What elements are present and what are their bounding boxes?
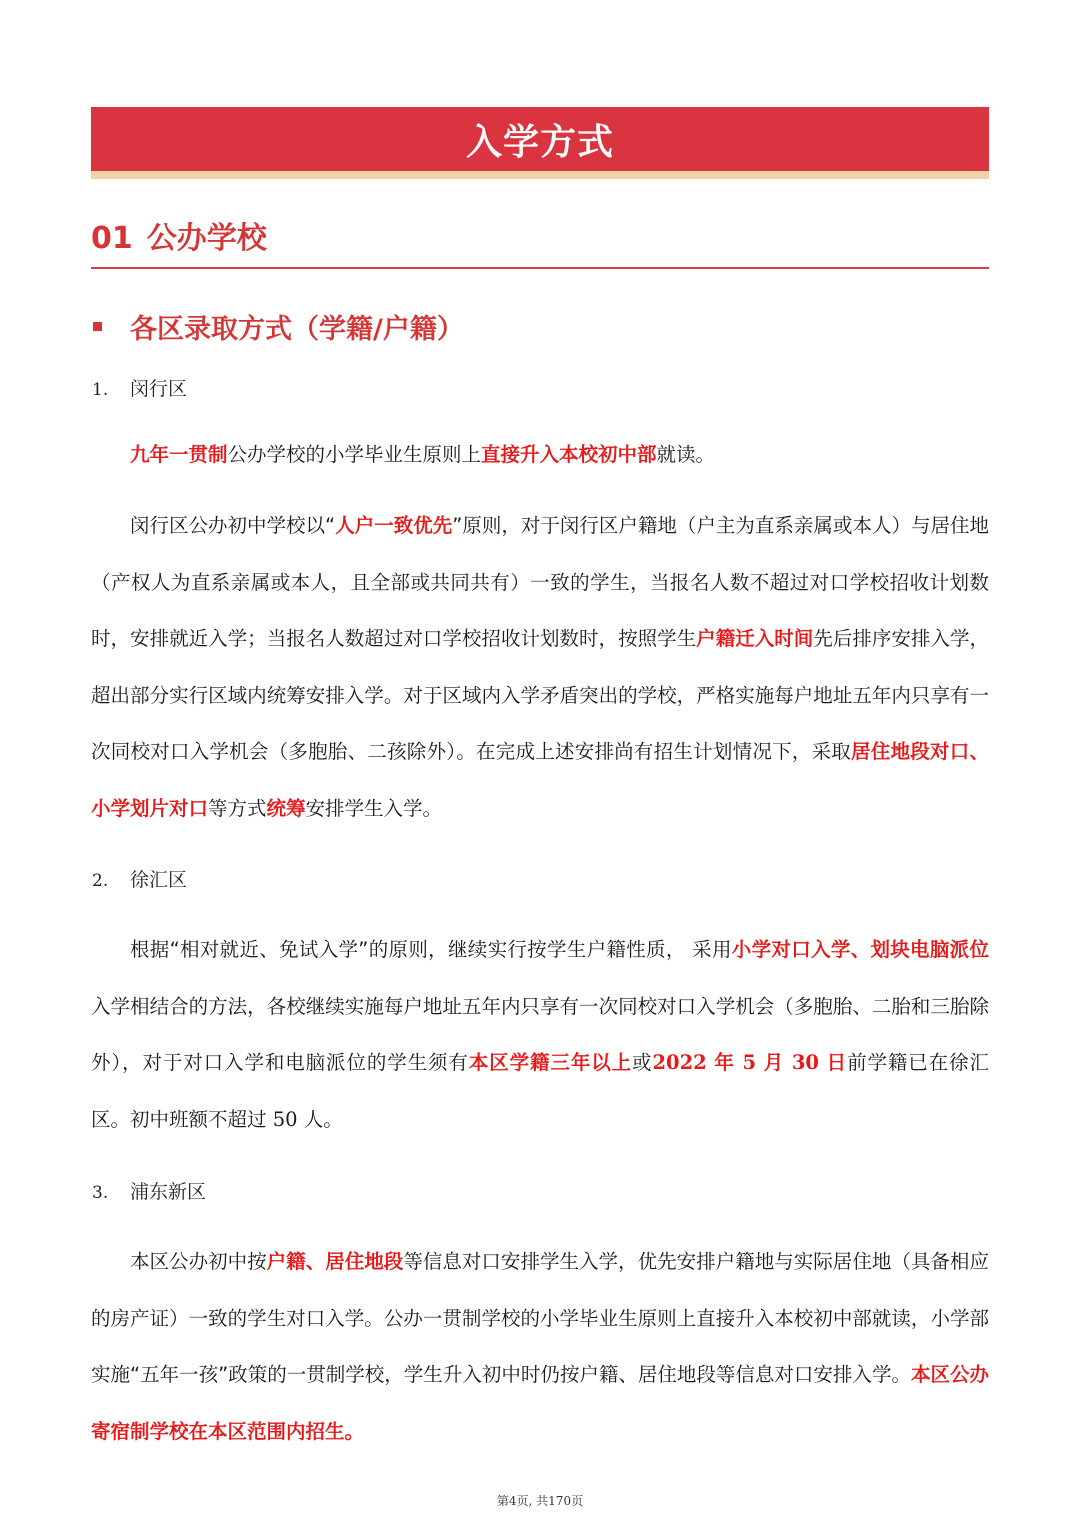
paragraph-xuhui bbox=[91, 922, 989, 1148]
item-number: 3. bbox=[92, 1183, 109, 1203]
paragraph-minhang-2 bbox=[91, 498, 989, 837]
highlight-text: 居住地段对口、小学划片对口 bbox=[91, 740, 989, 820]
page-footer: 第4页, 共170页 bbox=[496, 1494, 584, 1508]
highlight-text: 本区学籍三年以上 bbox=[468, 1051, 633, 1074]
section-heading bbox=[91, 213, 989, 269]
body-text: 等方式 bbox=[208, 796, 267, 820]
subsection-title: 各区录取方式（学籍/户籍） bbox=[130, 313, 464, 345]
square-bullet-icon bbox=[93, 322, 102, 331]
highlight-text: 户籍迁入时间 bbox=[696, 627, 814, 650]
paragraph-minhang-1 bbox=[91, 427, 989, 484]
highlight-text: 人户一致优先 bbox=[335, 514, 453, 537]
body-text: 等信息对口安排学生入学，优先安排户籍地与实际居住地（具备相应的房产证）一致的学生对口入学。公办一贯制学校的小学毕业生原则上直接升入本校初中部就读，小学部实施“五年一孩”政策的一贯制学校，学生升入初中时仍按户籍、居住地段等信息对口安排入学。 bbox=[91, 1250, 989, 1386]
body-text: 本区公办初中按 bbox=[130, 1250, 267, 1273]
item-number: 1. bbox=[92, 380, 109, 400]
page-title: 入学方式 bbox=[465, 121, 614, 163]
district-name: 徐汇区 bbox=[130, 869, 188, 891]
body-text: 公办学校的小学毕业生原则上 bbox=[227, 443, 482, 466]
highlight-text: 直接升入本校初中部 bbox=[481, 443, 657, 466]
body-text: 或 bbox=[632, 1051, 653, 1074]
paragraph-pudong bbox=[91, 1234, 989, 1460]
highlight-text: 小学对口入学、划块电脑派位 bbox=[731, 938, 989, 961]
body-text: ”原则，对于闵行区户籍地（户主为直系亲属或本人）与居住地（产权人为直系亲属或本人，且全部或共同共有）一致的学生，当报名人数不超过对口学校招收计划数时，安排就近入学；当报名人数超过对口学校招收计划数时，按照学生 bbox=[91, 514, 989, 650]
title-banner bbox=[91, 107, 989, 171]
highlight-text: 统筹 bbox=[266, 796, 306, 820]
district-item-xuhui bbox=[92, 865, 187, 896]
district-item-minhang bbox=[92, 374, 187, 405]
body-text: 前学籍已在徐汇区。初中班额不超过 bbox=[91, 1051, 989, 1131]
body-text: 闵行区公办初中学校以“ bbox=[130, 514, 336, 537]
body-text: 入学相结合的方法，各校继续实施每户地址五年内只享有一次同校对口入学机会（多胞胎、二胎和三胎除外），对于对口入学和电脑派位的学生须有 bbox=[91, 994, 989, 1074]
body-number: 50 bbox=[266, 1107, 304, 1131]
body-text: 人。 bbox=[303, 1107, 343, 1131]
highlight-text: 户籍、居住地段 bbox=[266, 1250, 404, 1273]
district-name: 浦东新区 bbox=[130, 1181, 207, 1203]
section-title: 公办学校 bbox=[146, 221, 267, 256]
body-text: 先后排序安排入学，超出部分实行区域内统筹安排入学。对于区域内入学矛盾突出的学校，严格实施每户地址五年内只享有一次同校对口入学机会（多胞胎、二孩除外）。在完成上述安排尚有招生计划情况下，采取 bbox=[91, 627, 989, 763]
district-name: 闵行区 bbox=[130, 378, 188, 400]
highlight-text: 九年一贯制 bbox=[130, 443, 228, 466]
section-number: 01 bbox=[91, 221, 133, 256]
subsection-heading bbox=[93, 303, 464, 349]
body-text: 就读。 bbox=[656, 443, 716, 466]
body-text: 根据“相对就近、免试入学”的原则，继续实行按学生户籍性质， 采用 bbox=[130, 938, 732, 961]
body-text: 安排学生入学。 bbox=[305, 796, 443, 820]
highlight-date: 2022 年 5 月 30 日 bbox=[652, 1051, 848, 1074]
item-number: 2. bbox=[92, 871, 109, 891]
district-item-pudong bbox=[92, 1177, 206, 1208]
banner-accent-strip bbox=[91, 171, 989, 179]
highlight-text: 本区公办寄宿制学校在本区范围内招生。 bbox=[91, 1363, 989, 1443]
